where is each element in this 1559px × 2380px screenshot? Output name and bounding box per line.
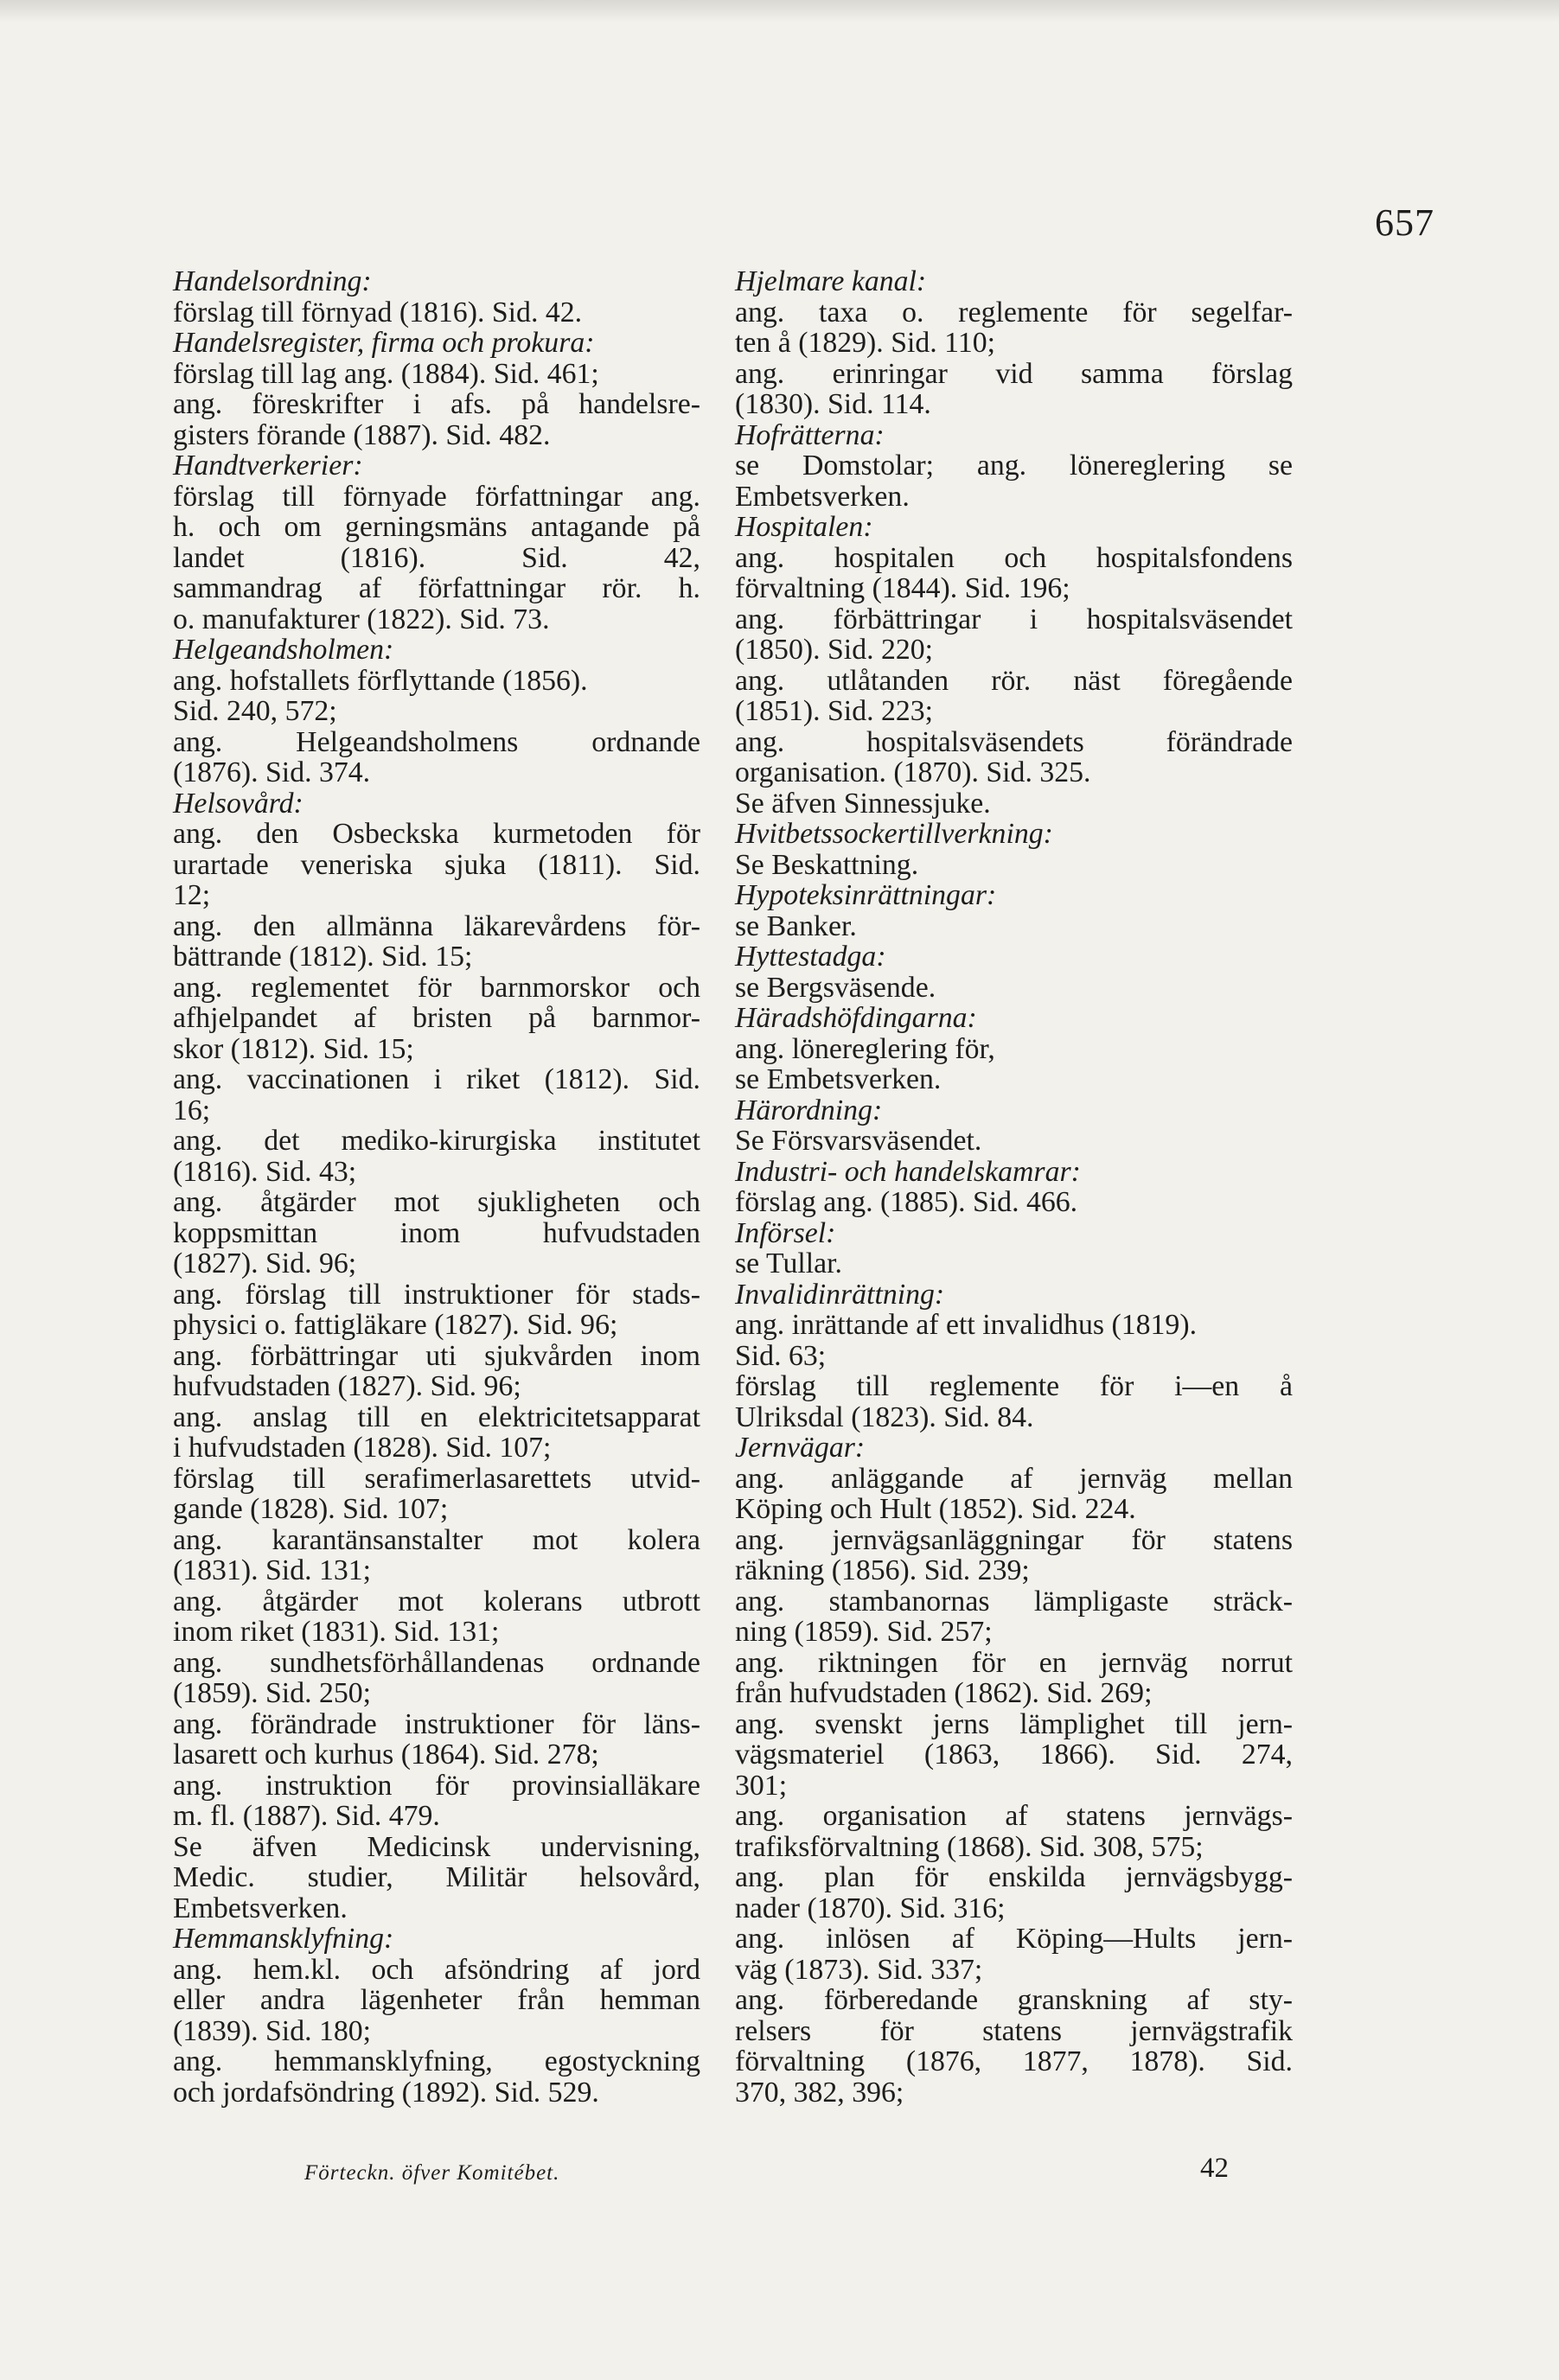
index-entry	[173, 450, 700, 635]
entry-line: ang. riktningen för en jernväg norrut	[735, 1646, 1293, 1679]
entry-line: ang. det mediko-kirurgiska institutet	[173, 1125, 700, 1157]
index-entry	[735, 1218, 1293, 1279]
entry-heading: Hvitbetssockertillverkning:	[735, 818, 1053, 850]
entry-line: Sid. 240, 572;	[173, 695, 337, 727]
entry-line: nader (1870). Sid. 316;	[735, 1892, 1006, 1924]
entry-line: se Banker.	[735, 909, 857, 942]
entry-line: ang. den Osbeckska kurmetoden för	[173, 818, 700, 850]
scan-edge	[0, 0, 1559, 22]
entry-heading: Handtverkerier:	[173, 450, 363, 482]
entry-line: (1859). Sid. 250;	[173, 1677, 372, 1709]
entry-line: ang. vaccinationen i riket (1812). Sid.	[173, 1063, 700, 1095]
entry-line: lasarett och kurhus (1864). Sid. 278;	[173, 1739, 599, 1771]
entry-line: Köping och Hult (1852). Sid. 224.	[735, 1493, 1136, 1525]
entry-line: Se Beskattning.	[735, 848, 919, 881]
entry-line: ang. hem.kl. och afsöndring af jord	[173, 1953, 700, 1986]
entry-line: ang. förbättringar uti sjukvården inom	[173, 1339, 700, 1372]
index-entry	[735, 420, 1293, 513]
index-entry	[735, 1279, 1293, 1433]
entry-line: (1850). Sid. 220;	[735, 634, 934, 666]
entry-line: Se äfven Sinnessjuke.	[735, 787, 991, 820]
entry-line: ang. förbättringar i hospitalsväsendet	[735, 603, 1293, 635]
entry-line: förslag till lag ang. (1884). Sid. 461;	[173, 357, 599, 390]
entry-line: ang. hospitalen och hospitalsfondens	[735, 541, 1293, 574]
index-entry	[173, 635, 700, 788]
entry-heading: Hemmansklyfning:	[173, 1923, 394, 1955]
entry-line: se Tullar.	[735, 1247, 842, 1279]
entry-line: 12;	[173, 879, 211, 911]
entry-line: ang. hospitalsväsendets förändrade	[735, 725, 1293, 758]
entry-line: ang. inrättande af ett invalidhus (1819).	[735, 1309, 1198, 1341]
entry-line: ang. åtgärder mot sjukligheten och	[173, 1186, 700, 1218]
entry-line: 301;	[735, 1769, 788, 1802]
entry-line: Se äfven Medicinsk undervisning,	[173, 1830, 700, 1863]
entry-line: förslag till förnyade författningar ang.	[173, 480, 700, 513]
entry-line: (1851). Sid. 223;	[735, 695, 934, 727]
index-entry	[173, 266, 700, 328]
entry-line: förslag ang. (1885). Sid. 466.	[735, 1186, 1078, 1218]
entry-line: koppsmittan inom hufvudstaden	[173, 1216, 700, 1249]
entry-line: se Embetsverken.	[735, 1063, 942, 1095]
entry-line: trafiksförvaltning (1868). Sid. 308, 575;	[735, 1830, 1204, 1863]
entry-heading: Hyttestadga:	[735, 941, 886, 973]
entry-line: Embetsverken.	[735, 480, 910, 513]
entry-line: sammandrag af författningar rör. h.	[173, 572, 700, 604]
entry-line: hufvudstaden (1827). Sid. 96;	[173, 1370, 521, 1402]
page-number: 657	[1375, 201, 1434, 244]
entry-line: förslag till serafimerlasarettets utvid-	[173, 1462, 700, 1495]
entry-line: ang. sundhetsförhållandenas ordnande	[173, 1646, 700, 1679]
entry-line: relsers för statens jernvägstrafik	[735, 2014, 1293, 2047]
entry-line: ang. hemmansklyfning, egostyckning	[173, 2045, 700, 2077]
entry-heading: Häradshöfdingarna:	[735, 1002, 977, 1034]
entry-line: eller andra lägenheter från hemman	[173, 1984, 700, 2016]
entry-line: se Bergsväsende.	[735, 971, 936, 1004]
entry-heading: Härordning:	[735, 1094, 883, 1126]
entry-line: inom riket (1831). Sid. 131;	[173, 1616, 500, 1648]
entry-line: afhjelpandet af bristen på barnmor-	[173, 1002, 700, 1034]
entry-line: (1831). Sid. 131;	[173, 1554, 372, 1586]
entry-line: Sid. 63;	[735, 1339, 827, 1372]
entry-line: ning (1859). Sid. 257;	[735, 1616, 993, 1648]
entry-line: ang. hofstallets förflyttande (1856).	[173, 664, 588, 697]
index-entry	[735, 1432, 1293, 2108]
entry-heading: Helgeandsholmen:	[173, 634, 394, 666]
entry-heading: Hjelmare kanal:	[735, 265, 927, 297]
entry-line: ang. stambanornas lämpligaste sträck-	[735, 1585, 1293, 1618]
entry-line: förvaltning (1844). Sid. 196;	[735, 572, 1070, 604]
entry-line: räkning (1856). Sid. 239;	[735, 1554, 1030, 1586]
left-column	[173, 266, 700, 2108]
entry-line: ang. inlösen af Köping—Hults jern-	[735, 1923, 1293, 1955]
index-entry	[735, 1095, 1293, 1157]
entry-line: gisters förande (1887). Sid. 482.	[173, 418, 551, 451]
entry-line: i hufvudstaden (1828). Sid. 107;	[173, 1432, 552, 1464]
entry-line: (1876). Sid. 374.	[173, 756, 371, 788]
index-entry	[173, 788, 700, 1924]
entry-line: Embetsverken.	[173, 1892, 348, 1924]
entry-heading: Helsovård:	[173, 787, 303, 820]
entry-line: physici o. fattigläkare (1827). Sid. 96;	[173, 1309, 618, 1341]
right-column	[735, 266, 1293, 2108]
signature-number: 42	[1200, 2153, 1229, 2184]
entry-line: ang. reglementet för barnmorskor och	[173, 971, 700, 1004]
index-entry	[735, 880, 1293, 941]
entry-line: väg (1873). Sid. 337;	[735, 1953, 983, 1986]
entry-line: och jordafsöndring (1892). Sid. 529.	[173, 2076, 599, 2109]
index-entry	[735, 512, 1293, 819]
entry-line: ang. åtgärder mot kolerans utbrott	[173, 1585, 700, 1618]
entry-line: Ulriksdal (1823). Sid. 84.	[735, 1401, 1034, 1433]
entry-line: skor (1812). Sid. 15;	[173, 1032, 414, 1065]
index-entry	[173, 328, 700, 450]
entry-line: gande (1828). Sid. 107;	[173, 1493, 449, 1525]
entry-line: 370, 382, 396;	[735, 2076, 904, 2109]
entry-line: ang. förslag till instruktioner för stads-	[173, 1278, 700, 1311]
entry-line: (1839). Sid. 180;	[173, 2014, 372, 2047]
entry-line: ang. föreskrifter i afs. på handelsre-	[173, 388, 700, 420]
entry-line: vägsmateriel (1863, 1866). Sid. 274,	[735, 1739, 1293, 1771]
entry-line: ang. taxa o. reglemente för segelfar-	[735, 296, 1293, 329]
entry-line: ang. den allmänna läkarevårdens för-	[173, 909, 700, 942]
entry-line: förslag till reglemente för i—en å	[735, 1370, 1293, 1402]
entry-line: förvaltning (1876, 1877, 1878). Sid.	[735, 2045, 1293, 2077]
entry-line: ang. jernvägsanläggningar för statens	[735, 1523, 1293, 1556]
entry-line: ang. organisation af statens jernvägs-	[735, 1800, 1293, 1832]
index-entry	[735, 941, 1293, 1003]
entry-heading: Handelsregister, firma och prokura:	[173, 327, 595, 359]
entry-heading: Införsel:	[735, 1216, 836, 1249]
entry-heading: Industri- och handelskamrar:	[735, 1155, 1081, 1188]
entry-line: ang. Helgeandsholmens ordnande	[173, 725, 700, 758]
entry-line: ang. förändrade instruktioner för läns-	[173, 1707, 700, 1740]
entry-line: ang. erinringar vid samma förslag	[735, 357, 1293, 390]
entry-line: ang. svenskt jerns lämplighet till jern-	[735, 1707, 1293, 1740]
index-entry	[735, 1003, 1293, 1095]
entry-heading: Hospitalen:	[735, 511, 873, 543]
entry-line: Se Försvarsväsendet.	[735, 1125, 982, 1157]
footer-signature: Förteckn. öfver Komitébet.	[304, 2161, 560, 2185]
entry-line: 16;	[173, 1094, 211, 1126]
index-entry	[735, 819, 1293, 880]
index-entry	[735, 1157, 1293, 1218]
entry-line: se Domstolar; ang. lönereglering se	[735, 450, 1293, 482]
entry-heading: Hypoteksinrättningar:	[735, 879, 997, 911]
entry-line: ang. instruktion för provinsialläkare	[173, 1769, 700, 1802]
entry-line: bättrande (1812). Sid. 15;	[173, 941, 473, 973]
entry-heading: Handelsordning:	[173, 265, 372, 297]
entry-line: förslag till förnyad (1816). Sid. 42.	[173, 296, 583, 329]
entry-line: från hufvudstaden (1862). Sid. 269;	[735, 1677, 1153, 1709]
entry-line: (1816). Sid. 43;	[173, 1155, 357, 1188]
entry-line: ang. plan för enskilda jernvägsbygg-	[735, 1861, 1293, 1893]
entry-line: ang. förberedande granskning af sty-	[735, 1984, 1293, 2016]
entry-line: h. och om gerningsmäns antagande på	[173, 511, 700, 543]
index-entry	[735, 266, 1293, 420]
entry-line: ang. anläggande af jernväg mellan	[735, 1462, 1293, 1495]
entry-line: ang. utlåtanden rör. näst föregående	[735, 664, 1293, 697]
entry-line: m. fl. (1887). Sid. 479.	[173, 1800, 440, 1832]
entry-line: ang. lönereglering för,	[735, 1032, 995, 1065]
entry-line: Medic. studier, Militär helsovård,	[173, 1861, 700, 1893]
entry-line: urartade veneriska sjuka (1811). Sid.	[173, 848, 700, 881]
entry-line: ten å (1829). Sid. 110;	[735, 327, 996, 359]
entry-line: landet (1816). Sid. 42,	[173, 541, 700, 574]
entry-line: (1830). Sid. 114.	[735, 388, 931, 420]
entry-heading: Hofrätterna:	[735, 418, 885, 451]
entry-line: (1827). Sid. 96;	[173, 1247, 357, 1279]
entry-line: o. manufakturer (1822). Sid. 73.	[173, 603, 550, 635]
entry-line: ang. karantänsanstalter mot kolera	[173, 1523, 700, 1556]
entry-heading: Invalidinrättning:	[735, 1278, 945, 1311]
entry-line: organisation. (1870). Sid. 325.	[735, 756, 1091, 788]
entry-line: ang. anslag till en elektricitetsapparat	[173, 1401, 700, 1433]
entry-heading: Jernvägar:	[735, 1432, 866, 1464]
index-entry	[173, 1924, 700, 2108]
